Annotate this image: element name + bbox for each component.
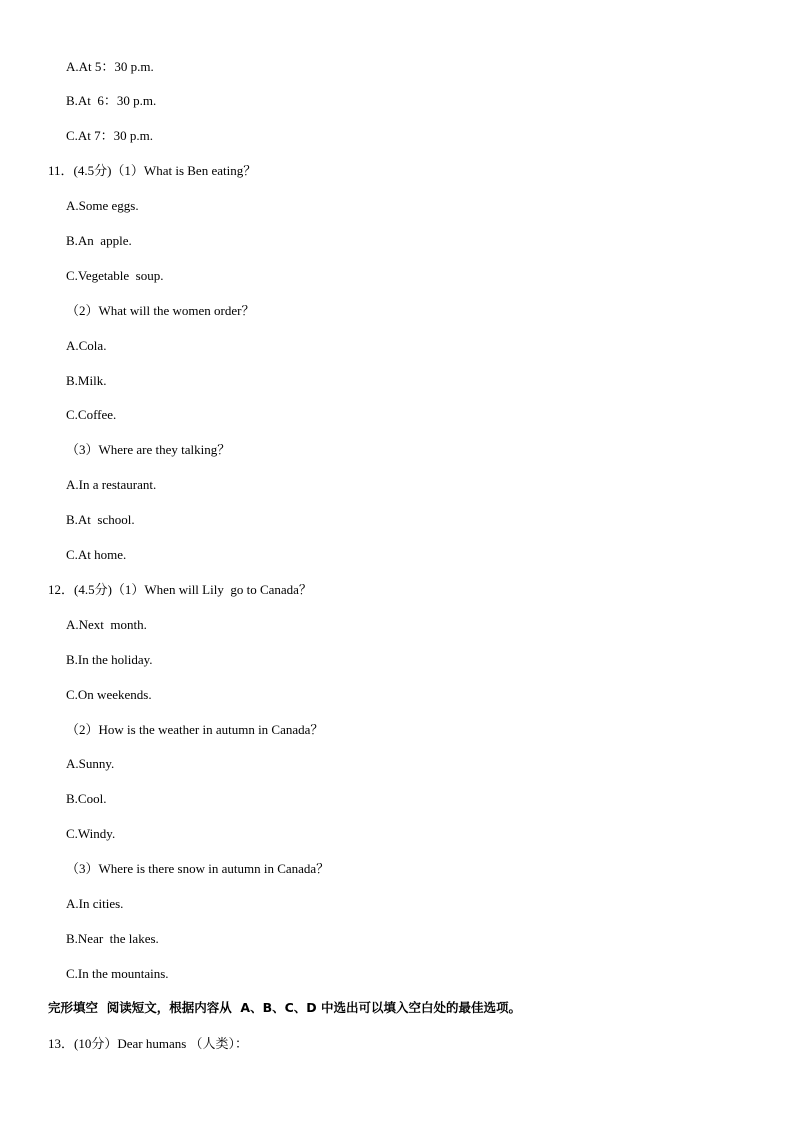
section-heading: 完形填空 阅读短文，根据内容从 A、B、C、D 中选出可以填入空白处的最佳选项。 <box>48 1000 522 1015</box>
question-13: 13．(10分）Dear humans （人类）： <box>48 1036 249 1051</box>
option-b: B.Near the lakes. <box>66 931 159 946</box>
option-c: C.On weekends. <box>66 687 152 702</box>
question-12: 12．(4.5分)（1）When will Lily go to Canada？ <box>48 582 312 597</box>
option-b: B.At 6：30 p.m. <box>66 93 157 108</box>
question-11: 11．(4.5分)（1）What is Ben eating？ <box>48 163 257 178</box>
sub-question: （2）What will the women order？ <box>66 303 255 318</box>
sub-question: （3）Where are they talking？ <box>66 442 231 457</box>
sub-question: （3）Where is there snow in autumn in Canada？ <box>66 861 330 876</box>
option-b: B.An apple. <box>66 233 132 248</box>
option-a: A.Sunny. <box>66 756 115 771</box>
option-b: B.At school. <box>66 512 135 527</box>
option-b: B.Cool. <box>66 791 107 806</box>
option-a: A.Some eggs. <box>66 198 139 213</box>
option-a: A.Next month. <box>66 617 147 632</box>
option-a: A.Cola. <box>66 338 107 353</box>
option-c: C.Coffee. <box>66 407 117 422</box>
option-c: C.Vegetable soup. <box>66 268 164 283</box>
option-c: C.In the mountains. <box>66 966 169 981</box>
option-c: C.At home. <box>66 547 127 562</box>
option-b: B.In the holiday. <box>66 652 153 667</box>
option-b: B.Milk. <box>66 373 107 388</box>
option-c: C.At 7：30 p.m. <box>66 128 154 143</box>
option-a: A.In cities. <box>66 896 124 911</box>
option-c: C.Windy. <box>66 826 116 841</box>
option-a: A.In a restaurant. <box>66 477 157 492</box>
option-a: A.At 5：30 p.m. <box>66 59 154 74</box>
sub-question: （2）How is the weather in autumn in Canada？ <box>66 722 324 737</box>
